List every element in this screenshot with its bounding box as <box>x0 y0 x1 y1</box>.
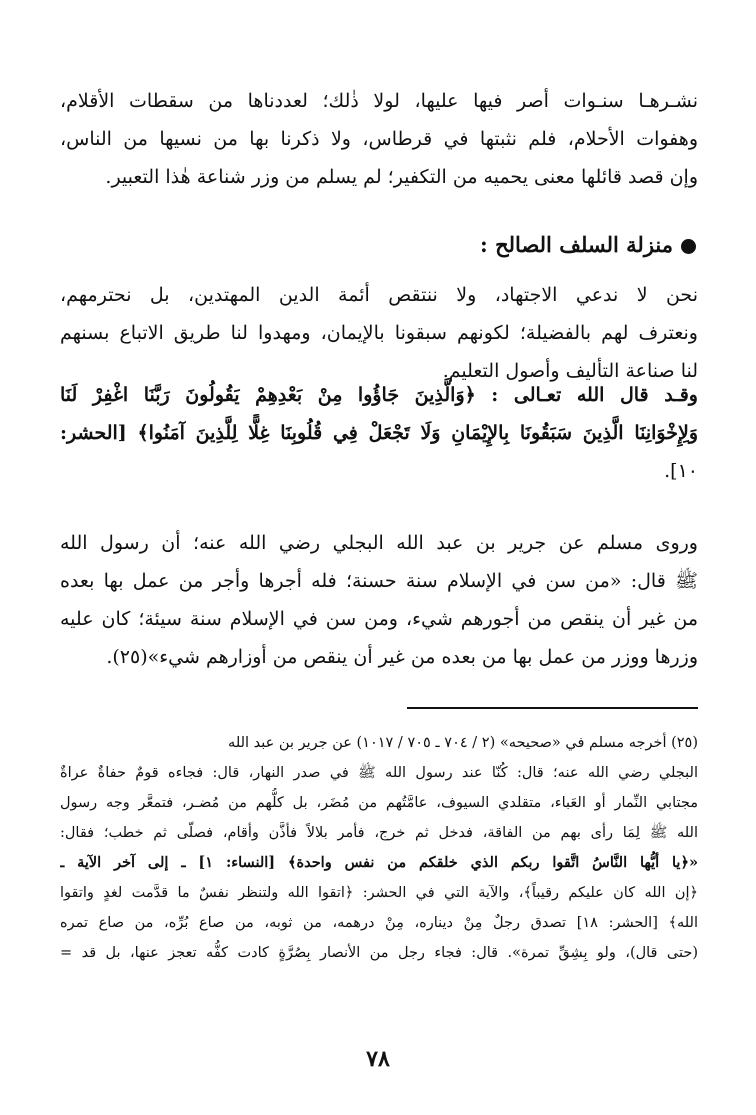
text-line: وزرها ووزر من عمل بها من بعده من غير أن ينقص من أوزارهم شيء»(٢٥). <box>106 646 698 668</box>
section-heading-text: منزلة السلف الصالح : <box>480 232 673 257</box>
text-line: وروى مسلم عن جرير بن عبد الله البجلي رضي الله عنه؛ أن رسول الله <box>60 532 698 554</box>
text-line: وإن قصد قائلها معنى يحميه من التكفير؛ لم يسلم من وزر شناعة هٰذا التعبير. <box>105 166 698 188</box>
salaf-paragraph <box>60 276 698 390</box>
section-heading <box>480 228 696 262</box>
text-line: ١٠]. <box>664 460 698 482</box>
text-line: من غير أن ينقص من أجورهم شيء، ومن سن في الإسلام سنة سيئة؛ كان عليه <box>60 608 698 630</box>
footnote-line: (٢٥) أخرجه مسلم في «صحيحه» (٢ / ٧٠٤ ـ ٧٠٥ / ١٠١٧) عن جرير بن عبد الله <box>228 735 698 751</box>
text-line: لنا صناعة التأليف وأصول التعليم. <box>442 360 698 382</box>
text-line: نشـرهـا سنـوات أصر فيها عليها، لولا ذٰلك؛ لعددناها من سقطات الأقلام، <box>60 90 698 112</box>
footnote-line: «﴿يا أيُّها النَّاسُ اتَّقوا ربكم الذي خلقكم من نفس واحدة﴾ [النساء: ١] ـ إلى آخر الآية ـ <box>60 854 698 871</box>
intro-paragraph <box>60 82 698 196</box>
hadith-paragraph <box>60 524 698 676</box>
verse-paragraph <box>60 376 698 490</box>
text-line: نحن لا ندعي الاجتهاد، ولا ننتقص أئمة الدين المهتدين، بل نحترمهم، <box>60 284 698 306</box>
footnote-line: الله﴾ [الحشر: ١٨] تصدق رجلٌ مِنْ ديناره، مِنْ درهمه، من ثوبه، من صاع بُرِّه، من صاع تمره <box>60 915 698 931</box>
footnote-line: البجلي رضي الله عنه؛ قال: كُنّا عند رسول الله ﷺ في صدر النهار، قال: فجاءه قومٌ حفاةٌ عراةٌ <box>60 765 698 781</box>
footnote-line: مجتابي النِّمار أو العَباء، متقلدي السيوف، عامَّتُهم من مُضَر، بل كلُّهم من مُضـر، فتمعَّر وجه رسول <box>60 795 698 811</box>
text-line: وقـد قال الله تعـالى : ﴿وَالَّذِينَ جَاؤُوا مِنْ بَعْدِهِمْ يَقُولُونَ رَبَّنَا اغْفِرْ لَنَا <box>60 384 698 406</box>
bullet-icon <box>681 239 696 254</box>
text-line: ونعترف لهم بالفضيلة؛ لكونهم سبقونا بالإيمان، ومهدوا لنا طريق الاتباع بسنهم <box>60 322 698 344</box>
text-line: وهفوات الأحلام، فلم نثبتها في قرطاس، ولا ذكرنا بها من نسيها من الناس، <box>60 128 698 150</box>
footnote-line: ﴿إن الله كان عليكم رقيباً﴾، والآية التي في الحشر: ﴿اتقوا الله ولتنظر نفسٌ ما قدَّمت لغدٍ واتقوا <box>60 885 698 901</box>
page-number: ٧٨ <box>366 1046 390 1072</box>
footnote-line: (حتى قال)، ولو بِشِقِّ تمرة». قال: فجاء رجل من الأنصار بِصُرَّةٍ كادت كفُّه تعجز عنها، بل قد = <box>60 945 698 961</box>
text-line: وَلِإِخْوَانِنَا الَّذِينَ سَبَقُونَا بِالإِيْمَانِ وَلَا تَجْعَلْ فِي قُلُوبِنَا غِلًّا لِلَّذِينَ آمَنُوا﴾ [الحشر: <box>60 422 698 444</box>
footnote-divider <box>407 707 698 709</box>
footnote-line: الله ﷺ لِمَا رأى بهم من الفاقة، فدخل ثم خرج، فأمر بلالاً فأذَّن وأقام، فصلّى ثم خطب؛ فقال: <box>60 825 698 841</box>
text-line: ﷺ قال: «من سن في الإسلام سنة حسنة؛ فله أجرها وأجر من عمل بها بعده <box>60 570 698 592</box>
footnote <box>60 728 698 968</box>
